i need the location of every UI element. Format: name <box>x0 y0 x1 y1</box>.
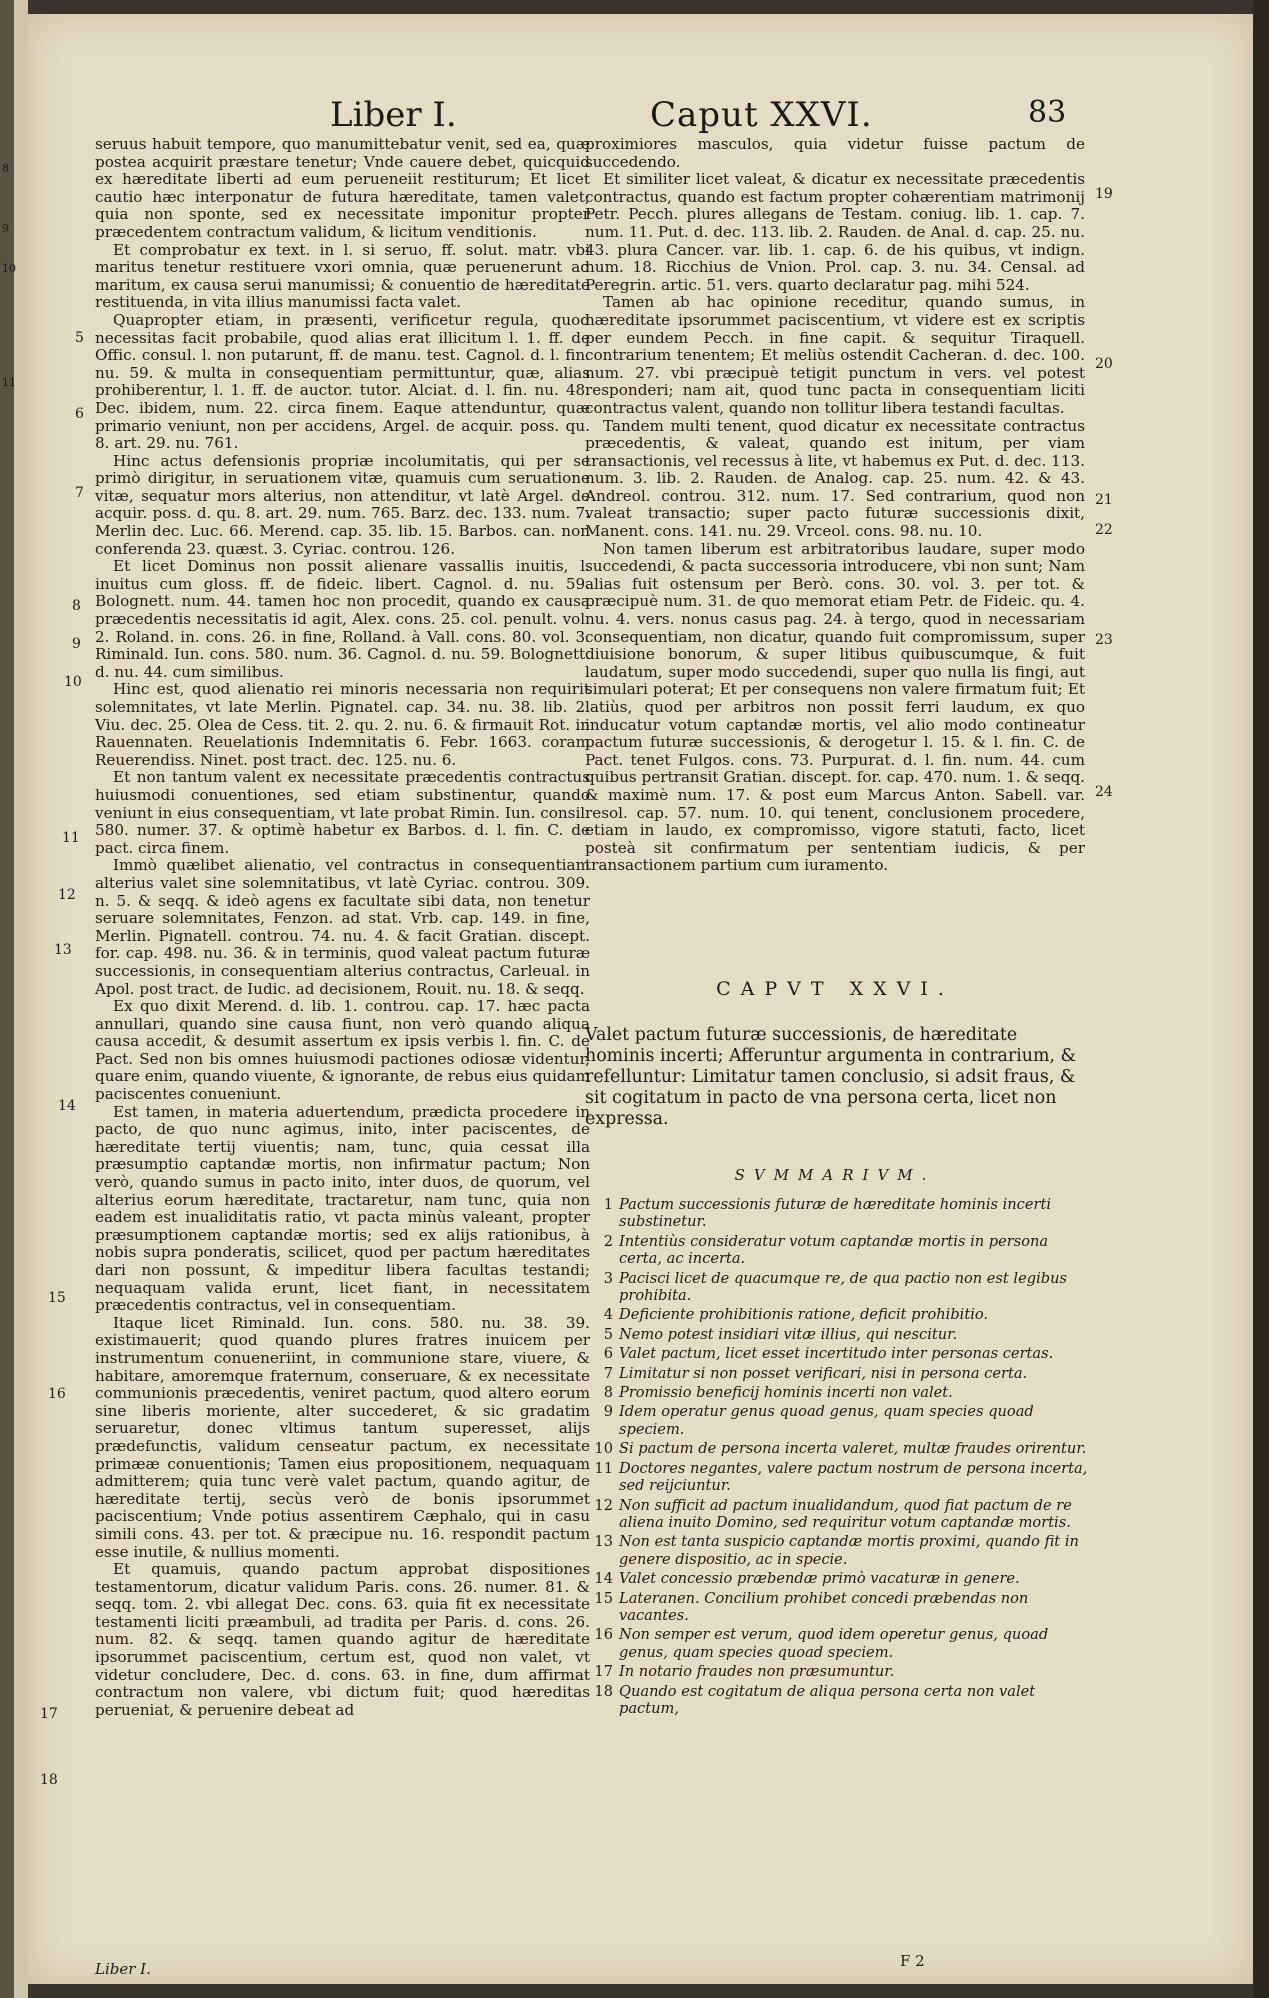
chapter-description: Valet pactum futuræ successionis, de hæreditate hominis incerti; Afferuntur argumenta in contrarium, & refelluntur: Limitatur tamen conclusio, si adsit fraus, & sit cogitatum in pacto de vna persona certa, licet non expressa. <box>585 1025 1076 1129</box>
item-number: 10 <box>594 1440 613 1458</box>
paragraph: Et quamuis, quando pactum approbat dispositiones testamentorum, dicatur validum Paris. cons. 26. numer. 81. & seqq. tom. 2. vbi allegat Dec. cons. 63. quia fit ex necessitate testamenti liciti præambuli, ad tradita per Paris. d. cons. 26. num. 82. & seqq. tamen quando agitur de hæreditate ipsorummet paciscentium, certum est, quod non valet, vt videtur concludere, Dec. d. cons. 63. in fine, dum affirmat contractum non valere, vbi dictum fuit; quod hæreditas perueniat, & peruenire debeat ad <box>95 1560 590 1719</box>
item-text: Pactum successionis futuræ de hæreditate hominis incerti substinetur. <box>619 1196 1052 1231</box>
paragraph: Et similiter licet valeat, & dicatur ex necessitate præcedentis contractus, quando est factum propter cohærentiam matrimonij Petr. Pecch. plures allegans de Testam. coniug. lib. 1. cap. 7. num. 11. Put. d. dec. 113. lib. 2. Rauden. de Anal. d. cap. 25. nu. 43. plura Cancer. var. lib. 1. cap. 6. de his quibus, vt indign. num. 18. Ricchius de Vnion. Prol. cap. 3. nu. 34. Censal. ad Peregrin. artic. 51. vers. quarto declaratur pag. mihi 524. <box>585 170 1085 294</box>
margin-number: 19 <box>1095 186 1113 202</box>
item-text: Quando est cogitatum de aliqua persona certa non valet pactum, <box>619 1682 1036 1717</box>
margin-number: 8 <box>72 598 81 614</box>
item-number: 4 <box>603 1306 613 1324</box>
item-number: 2 <box>603 1232 613 1250</box>
item-text: Non est tanta suspicio captandæ mortis proximi, quando fit in genere dispositio, ac in specie. <box>619 1533 1079 1568</box>
item-text: Nemo potest insidiari vitæ illius, qui nescitur. <box>619 1325 958 1343</box>
margin-number: 23 <box>1095 632 1113 648</box>
margin-number: 6 <box>75 406 84 422</box>
item-text: Non sufficit ad pactum inualidandum, quod fiat pactum de re aliena inuito Domino, sed requiritur votum captandæ mortis. <box>619 1496 1072 1531</box>
summarium-item <box>585 1403 1090 1438</box>
paragraph: Immò quælibet alienatio, vel contractus in consequentiam alterius valet sine solemnitatibus, vt latè Cyriac. controu. 309. n. 5. & seqq. & ideò agens ex facultate sibi data, non tenetur seruare solemnitates, Fenzon. ad stat. Vrb. cap. 149. in fine, Merlin. Pignatell. controu. 74. nu. 4. & facit Gratian. discept. for. cap. 498. nu. 36. & in terminis, quod valeat pactum futuræ successionis, in consequentiam alterius contractus, Carleual. in Apol. post tract. de Iudic. ad decisionem, Rouit. nu. 18. & seqq. <box>95 856 590 998</box>
item-text: Idem operatur genus quoad genus, quam species quoad speciem. <box>619 1403 1034 1438</box>
item-number: 5 <box>603 1325 613 1343</box>
summarium-item <box>585 1345 1090 1362</box>
margin-number: 17 <box>40 1706 58 1722</box>
summarium-item <box>585 1233 1090 1268</box>
item-text: Si pactum de persona incerta valeret, multæ fraudes orirentur. <box>619 1440 1087 1458</box>
summarium-item <box>585 1570 1090 1587</box>
summarium-item <box>585 1590 1090 1625</box>
margin-number: 21 <box>1095 492 1113 508</box>
footer-catchword: Liber I. <box>95 1960 151 1978</box>
item-number: 7 <box>603 1364 613 1382</box>
item-text: Promissio beneficij hominis incerti non valet. <box>619 1384 953 1402</box>
left-column <box>95 136 590 1719</box>
paragraph: Hinc est, quod alienatio rei minoris necessaria non requirit solemnitates, vt late Merlin. Pignatel. cap. 34. nu. 38. lib. 2. Viu. dec. 25. Olea de Cess. tit. 2. qu. 2. nu. 6. & firmauit Rot. in Rauennaten. Reuelationis Indemnitatis 6. Febr. 1663. coram Reuerendiss. Ninet. post tract. dec. 125. nu. 6. <box>95 680 590 769</box>
summarium-item <box>585 1384 1090 1401</box>
item-number: 12 <box>594 1496 613 1514</box>
edge-number: 10 <box>2 262 16 275</box>
summarium-item <box>585 1306 1090 1323</box>
margin-number: 22 <box>1095 522 1113 538</box>
header-chapter: Caput XXVI. <box>650 95 873 135</box>
item-text: Intentiùs consideratur votum captandæ mortis in persona certa, ac incerta. <box>619 1232 1049 1268</box>
paragraph: proximiores masculos, quia videtur fuisse pactum de succedendo. <box>585 135 1085 171</box>
paragraph: Itaque licet Riminald. Iun. cons. 580. nu. 38. 39. existimauerit; quod quando plures fratres inuicem per instrumentum conueneriint, in communione stare, viuere, & habitare, amoremque fraternum, conseruare, & ex necessitate communionis præcedentis, veniret pactum, quod altero eorum sine liberis moriente, alter succederet, & sic gradatim seruaretur, donec vltimus tantum superesset, alijs prædefunctis, validum censeatur pactum, ex necessitate primææ conuentionis; Tamen eius propositionem, nequaquam admitterem; quia tunc verè valet pactum, quando agitur, de hæreditate tertij, secùs verò de bonis ipsorummet paciscentium; Vnde potius assentirem Cæphalo, qui in casu simili cons. 43. per tot. & præcipue nu. 16. respondit pactum esse inutile, & nullius momenti. <box>95 1313 590 1561</box>
margin-number: 10 <box>64 674 82 690</box>
signature-mark: F 2 <box>900 1952 925 1970</box>
margin-number: 11 <box>62 830 80 846</box>
page-number: 83 <box>1028 95 1067 130</box>
item-number: 11 <box>594 1459 613 1477</box>
margin-number: 12 <box>58 887 76 903</box>
margin-number: 14 <box>58 1098 76 1114</box>
item-number: 15 <box>594 1589 613 1607</box>
paragraph: Et comprobatur ex text. in l. si seruo, ff. solut. matr. vbi maritus tenetur restituere vxori omnia, quæ peruenerunt ad maritum, ex causa serui manumissi; & conuentio de hæreditate restituenda, in vita illius manumissi facta valet. <box>95 240 590 312</box>
margin-number: 15 <box>48 1290 66 1306</box>
item-number: 16 <box>594 1626 613 1644</box>
summarium-item <box>585 1533 1090 1568</box>
margin-number: 24 <box>1095 784 1113 800</box>
item-number: 8 <box>603 1384 613 1402</box>
paragraph: Et non tantum valent ex necessitate præcedentis contractus huiusmodi conuentiones, sed etiam substinentur, quando veniunt in eius consequentiam, vt late probat Rimin. Iun. consil. 580. numer. 37. & optimè habetur ex Barbos. d. l. fin. C. de pact. circa finem. <box>95 768 590 857</box>
item-number: 13 <box>594 1533 613 1551</box>
right-column <box>585 136 1085 875</box>
item-number: 3 <box>603 1269 613 1287</box>
summarium-item <box>585 1365 1090 1382</box>
paragraph: Quapropter etiam, in præsenti, verificetur regula, quod necessitas facit probabile, quod alias erat illicitum l. 1. ff. de Offic. consul. l. non putarunt, ff. de manu. test. Cagnol. d. l. fin. nu. 59. & multa in consequentiam permittuntur, quæ, alias prohiberentur, l. 1. ff. de auctor. tutor. Alciat. d. l. fin. nu. 48. Dec. ibidem, num. 22. circa finem. Eaque attenduntur, quæ primario veniunt, non per accidens, Argel. de acquir. poss. qu. 8. art. 29. nu. 761. <box>95 310 590 453</box>
margin-number: 20 <box>1095 356 1113 372</box>
paragraph: Hinc actus defensionis propriæ incolumitatis, qui per se primò dirigitur, in seruationem vitæ, quamuis cum seruatione vitæ, sequatur mors alterius, non attenditur, vt latè Argel. de acquir. poss. d. qu. 8. art. 29. num. 765. Barz. dec. 133. num. 7. Merlin dec. Luc. 66. Merend. cap. 35. lib. 15. Barbos. can. non conferenda 23. quæst. 3. Cyriac. controu. 126. <box>95 451 590 558</box>
margin-number: 5 <box>75 330 84 346</box>
edge-number: 9 <box>2 222 9 235</box>
item-number: 14 <box>594 1570 613 1588</box>
item-text: Valet concessio præbendæ primò vacaturæ in genere. <box>619 1570 1020 1588</box>
summarium-item <box>585 1270 1090 1305</box>
paragraph: seruus habuit tempore, quo manumittebatur venit, sed ea, quæ postea acquirit præstare tenetur; Vnde cauere debet, quicquid ex hæreditate liberti ad eum perueneiit restiturum; Et licet cautio hæc interponatur de futura hæreditate, tamen valet; quia non sponte, sed ex necessitate imponitur propter præcedentem contractum validum, & licitum venditionis. <box>95 135 590 241</box>
item-text: Non semper est verum, quod idem operetur genus, quoad genus, quam species quoad speciem. <box>619 1626 1049 1661</box>
item-text: Doctores negantes, valere pactum nostrum de persona incerta, sed reijciuntur. <box>619 1459 1088 1495</box>
item-text: Valet pactum, licet esset incertitudo inter personas certas. <box>619 1345 1054 1363</box>
summarium-item <box>585 1460 1090 1495</box>
summarium-list <box>585 1196 1090 1719</box>
margin-number: 9 <box>72 636 81 652</box>
item-text: Limitatur si non posset verificari, nisi in persona certa. <box>619 1364 1028 1382</box>
paragraph: Tamen ab hac opinione receditur, quando sumus, in hæreditate ipsorummet paciscentium, vt videre est ex scriptis per eundem Pecch. in fine capit. & sequitur Tiraquell. contrarium tenentem; Et meliùs ostendit Cacheran. d. dec. 100. num. 27. vbi præcipuè tetigit punctum in vers. vel potest responderi; nam ait, quod tunc pacta in consequentiam liciti contractus valent, quando non tollitur libera testandi facultas. <box>585 293 1085 417</box>
item-text: Lateranen. Concilium prohibet concedi præbendas non vacantes. <box>619 1589 1029 1624</box>
paragraph: Ex quo dixit Merend. d. lib. 1. controu. cap. 17. hæc pacta annullari, quando sine causa fiunt, non verò quando aliqua causa accedit, & desumit assertum ex ipsis verbis l. fin. C. de Pact. Sed non bis omnes huiusmodi pactiones odiosæ videntur, quare enim, quando viuente, & ignorante, de rebus eius quidam paciscentes conueniunt. <box>95 997 590 1104</box>
margin-number: 16 <box>48 1386 66 1402</box>
item-number: 1 <box>603 1196 613 1213</box>
summarium-item <box>585 1196 1090 1231</box>
summarium-item <box>585 1683 1090 1718</box>
item-text: Deficiente prohibitionis ratione, deficit prohibitio. <box>619 1306 989 1324</box>
paragraph: Non tamen liberum est arbitratoribus laudare, super modo succedendi, & pacta successoria introducere, vbi non sunt; Nam alias fuit ostensum per Berò. cons. 30. vol. 3. per tot. & præcipuè num. 31. de quo memorat etiam Petr. de Fideic. qu. 4. nu. 4. vers. nonus casus pag. 24. à tergo, quod in necessariam consequentiam, non dicatur, quando fuit compromissum, super diuisione bonorum, & super litibus quibuscumque, & fuit laudatum, super modo succedendi, super quo nulla lis fingi, aut simulari poterat; Et per consequens non valere firmatum fuit; Et latiùs, quod per arbitros non possit ferri laudum, ex quo inducatur votum captandæ mortis, vel alio modo contineatur pactum futuræ successionis, & derogetur l. 15. & l. fin. C. de Pact. tenet Fulgos. cons. 73. Purpurat. d. l. fin. num. 44. cum quibus pertransit Gratian. discept. for. cap. 470. num. 1. & seqq. & maximè num. 17. & post eum Marcus Anton. Sabell. var. resol. cap. 57. num. 10. qui tenent, conclusionem procedere, etiam in laudo, ex compromisso, vigore statuti, facto, licet posteà sit confirmatum per sententiam iudicis, & per transactionem partium cum iuramento. <box>585 539 1085 875</box>
page-fold <box>14 0 28 1998</box>
item-text: Pacisci licet de quacumque re, de qua pactio non est legibus prohibita. <box>619 1269 1067 1305</box>
summarium-item <box>585 1326 1090 1343</box>
summarium-title: SVMMARIVM. <box>734 1166 936 1184</box>
item-text: In notario fraudes non præsumuntur. <box>619 1663 895 1681</box>
item-number: 6 <box>603 1345 613 1363</box>
paragraph: Est tamen, in materia aduertendum, prædicta procedere in pacto, de quo nunc agimus, inito, inter paciscentes, de hæreditate tertij viuentis; nam, tunc, quia cessat illa præsumptio captandæ mortis, non infirmatur pactum; Non verò, quando sumus in pacto inito, inter duos, de quorum, vel alterius eorum hæreditate, tractaretur, nam tunc, quia non eadem est inualiditatis ratio, vt pacta minùs valeant, propter præsumptionem captandæ mortis; sed ex alijs rationibus, à nobis supra ponderatis, scilicet, quod per pactum hæreditates dari non possunt, & impeditur libera facultas testandi; nequaquam valida erunt, licet fiant, in necessitatem præcedentis contractus, vel in consequentiam. <box>95 1102 590 1315</box>
summarium-item <box>585 1497 1090 1532</box>
edge-number: 11 <box>2 376 16 389</box>
edge-number: 8 <box>2 162 9 175</box>
item-number: 17 <box>594 1663 613 1681</box>
header-book: Liber I. <box>330 95 457 135</box>
summarium-item <box>585 1663 1090 1680</box>
summarium-item <box>585 1626 1090 1661</box>
margin-number: 13 <box>54 942 72 958</box>
paragraph: Tandem multi tenent, quod dicatur ex necessitate contractus præcedentis, & valeat, quando est initum, per viam transactionis, vel recessus à lite, vt habemus ex Put. d. dec. 113. num. 3. lib. 2. Rauden. de Analog. cap. 25. num. 42. & 43. Andreol. controu. 312. num. 17. Sed contrarium, quod non valeat transactio; super pacto futuræ successionis dixit, Manent. cons. 141. nu. 29. Vrceol. cons. 98. nu. 10. <box>585 416 1085 541</box>
item-number: 9 <box>603 1403 613 1421</box>
right-edge <box>1253 0 1269 1998</box>
chapter-title: CAPVT XXVI. <box>716 978 954 1000</box>
margin-number: 7 <box>75 485 84 501</box>
binding-edge <box>0 0 28 1998</box>
margin-number: 18 <box>40 1772 58 1788</box>
summarium-item <box>585 1440 1090 1457</box>
paragraph: Et licet Dominus non possit alienare vassallis inuitis, l. inuitus cum gloss. ff. de fideic. libert. Cagnol. d. nu. 59. Bolognett. num. 44. tamen hoc non procedit, quando ex causa præcedentis necessitatis id agit, Alex. cons. 25. col. penult. vol. 2. Roland. in. cons. 26. in fine, Rolland. à Vall. cons. 80. vol. 3. Riminald. Iun. cons. 580. num. 36. Cagnol. d. nu. 59. Bolognett. d. nu. 44. cum similibus. <box>95 557 590 681</box>
item-number: 18 <box>594 1682 613 1700</box>
